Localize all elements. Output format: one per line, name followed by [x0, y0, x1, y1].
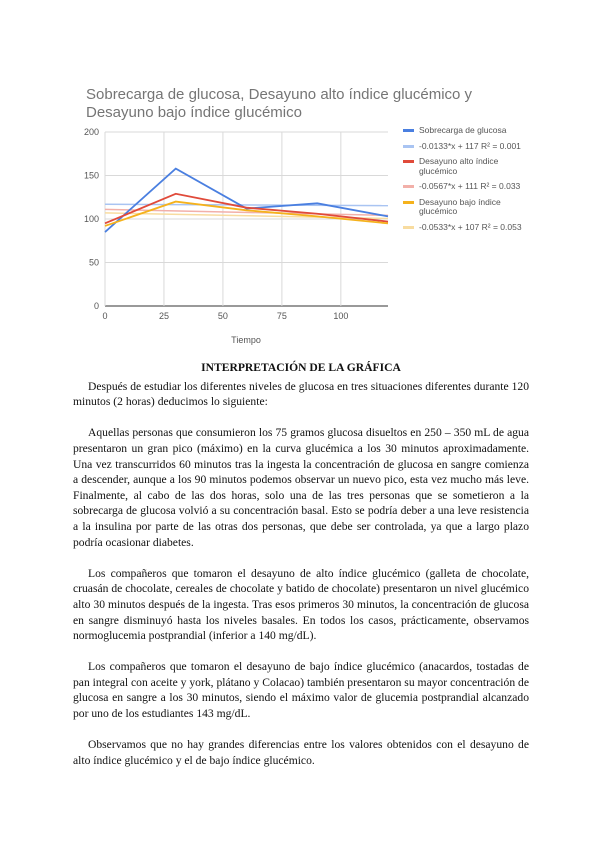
x-tick-label: 25: [158, 311, 169, 321]
y-tick-label: 100: [83, 214, 99, 224]
series-line: [105, 169, 388, 233]
x-tick-label: 0: [102, 311, 108, 321]
y-tick-label: 0: [93, 301, 99, 311]
legend-item: [403, 126, 523, 136]
legend-item: [403, 157, 523, 176]
x-tick-label: 50: [217, 311, 228, 321]
legend-swatch: [403, 226, 414, 229]
paragraph-bajo-indice: Los compañeros que tomaron el desayuno de bajo índice glucémico (anacardos, tostadas de pan integral con aceite y york, plátano y Colacao) también presentaron su mayor concentración de glucosa en sangre a los 30 minutos, siendo el máximo valor de glucemia postprandial alcanzado por uno de los estudiantes 143 mg/dL.: [73, 660, 529, 721]
paragraph-alto-indice: Los compañeros que tomaron el desayuno de alto índice glucémico (galleta de chocolate, cruasán de chocolate, cereales de chocolate y batido de chocolate) presentaron un nivel glucémico alto 30 minutos después de la ingesta. Tras esos primeros 30 minutos, la concentración de glucosa en sangre disminuyó hasta los niveles basales. En todos los casos, prácticamente, observamos normoglucemia postprandial (inferior a 140 mg/dL).: [73, 566, 529, 643]
x-tick-label: 100: [333, 311, 349, 321]
y-axis-ticks: [84, 127, 99, 311]
section-heading: INTERPRETACIÓN DE LA GRÁFICA: [201, 361, 401, 374]
document-body: [73, 360, 529, 784]
paragraph-conclusion: Observamos que no hay grandes diferencias entre los valores obtenidos con el desayuno de alto índice glucémico y el de bajo índice glucémico.: [73, 738, 529, 767]
legend-item: [403, 223, 523, 233]
x-axis-label: Tiempo: [231, 335, 261, 345]
x-tick-label: 75: [276, 311, 287, 321]
y-tick-label: 50: [88, 257, 99, 268]
chart-title: Sobrecarga de glucosa, Desayuno alto índice glucémico y Desayuno bajo índice glucémico: [86, 86, 473, 121]
y-tick-label: 200: [83, 127, 99, 137]
legend-label: Desayuno alto índice glucémico: [419, 156, 499, 176]
legend-swatch: [403, 201, 414, 204]
legend-swatch: [403, 129, 414, 132]
legend-label: -0.0533*x + 107 R² = 0.053: [419, 221, 522, 232]
legend-item: [403, 198, 523, 217]
legend-label: Desayuno bajo índice glucémico: [419, 196, 501, 216]
chart-series: [105, 169, 388, 233]
legend-swatch: [403, 185, 414, 188]
x-axis-ticks: [102, 311, 348, 321]
paragraph-sobrecarga: Aquellas personas que consumieron los 75 gramos glucosa disueltos en 250 – 350 mL de agua presentaron un gran pico (máximo) en la curva glucémica a los 30 minutos aproximadamente. Una vez transcurridos 60 minutos tras la ingesta la concentración de glucosa en sangre comienza a descender, aunque a los 90 minutos podemos observar un nuevo pico, esta vez mucho más leve. Finalmente, al cabo de las dos horas, solo una de las tres personas que se sometieron a la sobrecarga de glucosa volvió a su concentración basal. Esto se podría deber a una leve resistencia a la insulina por parte de las otras dos personas, que debe ser controlada, ya que a largo plazo podría ocasionar diabetes.: [73, 426, 529, 549]
legend-item: [403, 142, 523, 152]
legend-swatch: [403, 160, 414, 163]
legend-swatch: [403, 145, 414, 148]
y-tick-label: 150: [83, 170, 99, 181]
chart-legend: [403, 126, 523, 238]
legend-label: Sobrecarga de glucosa: [419, 125, 507, 135]
legend-label: -0.0567*x + 111 R² = 0.033: [419, 181, 521, 191]
intro-paragraph: Después de estudiar los diferentes niveles de glucosa en tres situaciones diferentes durante 120 minutos (2 horas) deducimos lo siguiente:: [73, 379, 529, 409]
legend-item: [403, 182, 523, 192]
legend-label: -0.0133*x + 117 R² = 0.001: [419, 140, 521, 151]
